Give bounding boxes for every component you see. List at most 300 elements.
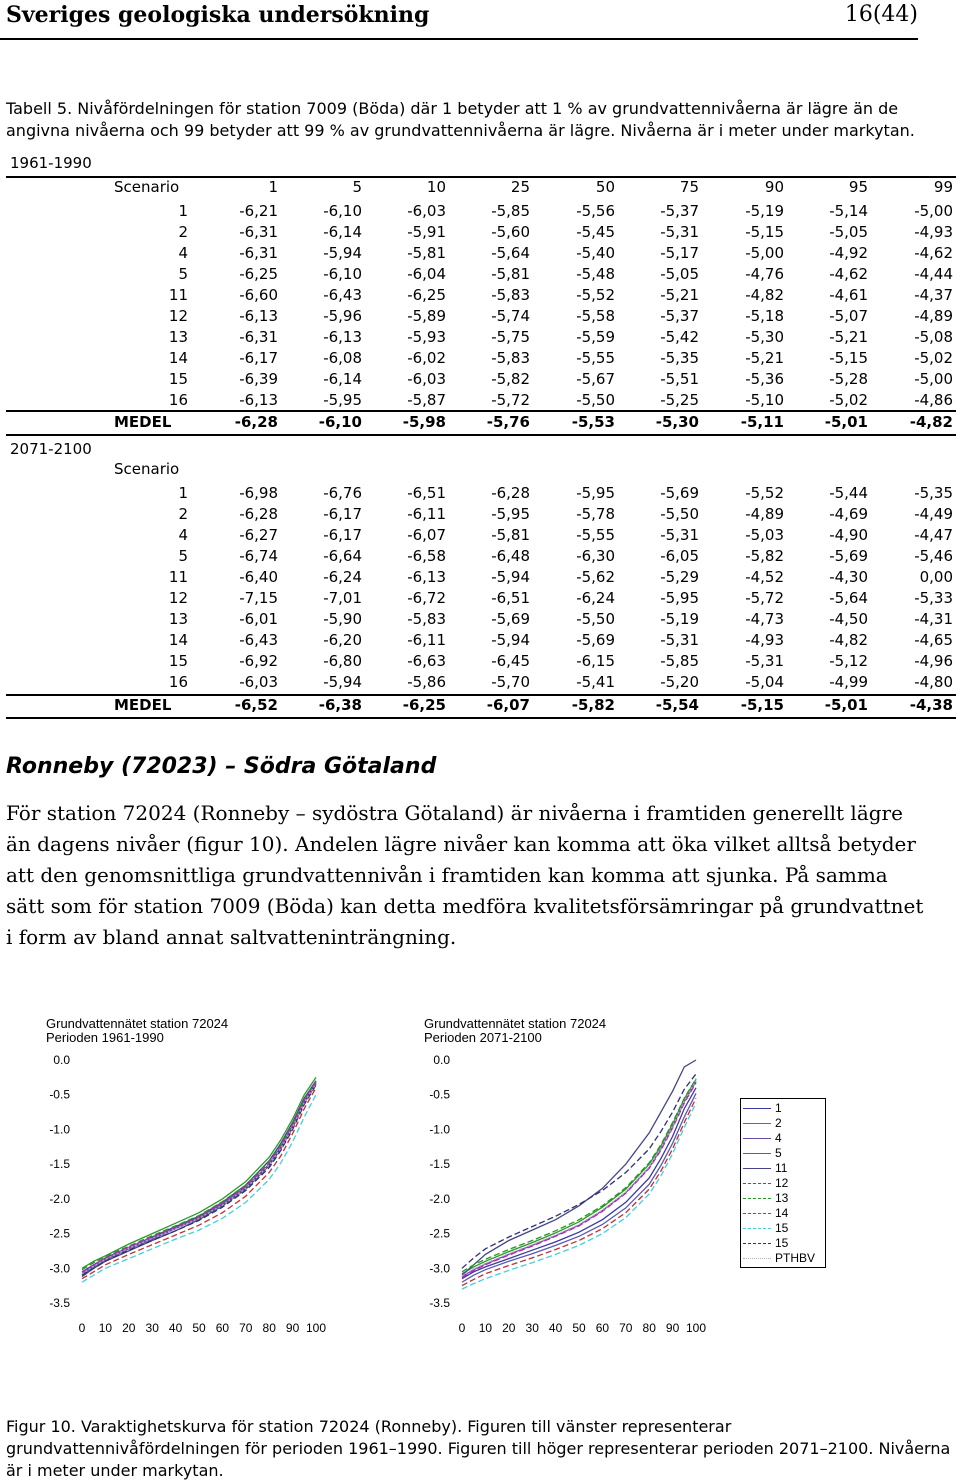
table-cell: -6,28	[239, 505, 278, 523]
table-cell: -5,40	[576, 244, 615, 262]
table-cell: -5,95	[323, 391, 362, 409]
row-label: 11	[168, 286, 188, 304]
table-cell: -5,53	[571, 413, 615, 431]
table-cell: -5,51	[660, 370, 699, 388]
table-cell: -5,17	[660, 244, 699, 262]
table-cell: -4,76	[745, 265, 784, 283]
x-tick-label: 90	[665, 1321, 680, 1335]
table-cell: -4,89	[745, 505, 784, 523]
series-line-2	[82, 1077, 316, 1268]
x-tick-label: 0	[78, 1321, 86, 1335]
y-tick-label: -1.5	[49, 1157, 70, 1172]
table-cell: -6,10	[323, 265, 362, 283]
table-cell: -6,07	[407, 526, 446, 544]
table-cell: -6,31	[239, 244, 278, 262]
legend-label: 5	[775, 1146, 782, 1160]
table-cell: -6,17	[323, 505, 362, 523]
table-cell: -6,05	[660, 547, 699, 565]
table-cell: -5,18	[745, 307, 784, 325]
table-cell: -5,83	[491, 286, 530, 304]
table-row	[108, 589, 958, 610]
table-cell: -6,13	[323, 328, 362, 346]
table-cell: -4,44	[914, 265, 953, 283]
series-line-13	[82, 1081, 316, 1270]
legend-label: PTHBV	[775, 1251, 816, 1265]
table-cell: -5,90	[323, 610, 362, 628]
table-row	[108, 610, 958, 631]
table-cell: -4,93	[745, 631, 784, 649]
table-cell: -5,96	[323, 307, 362, 325]
table-cell: -5,01	[824, 413, 868, 431]
table-row	[108, 370, 958, 391]
chart-left-title-line2: Perioden 1961-1990	[46, 1030, 164, 1045]
legend-swatch	[743, 1108, 771, 1109]
legend-label: 15	[775, 1236, 789, 1250]
row-label: 1	[178, 202, 188, 220]
table-cell: -5,08	[914, 328, 953, 346]
table-cell: -6,25	[239, 265, 278, 283]
table-cell: -5,82	[491, 370, 530, 388]
table-cell: -5,74	[491, 307, 530, 325]
section-title: Ronneby (72023) – Södra Götaland	[6, 754, 437, 779]
table-cell: -5,69	[491, 610, 530, 628]
table-cell: -5,59	[576, 328, 615, 346]
table-cell: -4,82	[829, 631, 868, 649]
chart-left-title	[46, 1017, 228, 1045]
table-cell: -5,60	[491, 223, 530, 241]
table-cell: -4,92	[829, 244, 868, 262]
table-cell: -5,56	[576, 202, 615, 220]
legend-swatch	[743, 1228, 771, 1229]
y-tick-label: -2.5	[429, 1226, 450, 1241]
table-row	[108, 286, 958, 307]
table-cell: -5,62	[576, 568, 615, 586]
table-cell: -5,02	[914, 349, 953, 367]
y-tick-label: -0.5	[49, 1087, 70, 1102]
table-cell: -4,99	[829, 673, 868, 691]
legend-swatch	[743, 1258, 771, 1259]
table-cell: -4,69	[829, 505, 868, 523]
table-cell: -5,94	[323, 673, 362, 691]
series-line-2	[462, 1079, 696, 1273]
table-cell: -4,61	[829, 286, 868, 304]
legend-label: 2	[775, 1116, 782, 1130]
legend-swatch	[743, 1183, 771, 1184]
chart-left-title-line1: Grundvattennätet station 72024	[46, 1016, 229, 1031]
y-tick-label: -1.0	[49, 1122, 70, 1137]
y-tick-label: -3.5	[429, 1296, 450, 1310]
table-cell: -4,86	[914, 391, 953, 409]
row-label: 14	[168, 349, 188, 367]
table-cell: -4,47	[914, 526, 953, 544]
series-line-12	[462, 1098, 696, 1285]
x-tick-label: 60	[595, 1321, 610, 1335]
y-tick-label: 0.0	[433, 1053, 450, 1067]
legend-swatch	[743, 1168, 771, 1169]
table-cell: -6,38	[318, 696, 362, 714]
x-tick-label: 70	[619, 1321, 633, 1335]
table-cell: -5,35	[914, 484, 953, 502]
table-cell: -6,25	[407, 286, 446, 304]
table-cell: -6,64	[323, 547, 362, 565]
figure-caption: Figur 10. Varaktighetskurva för station 72024 (Ronneby). Figuren till vänster representerar grundvattennivåfördelningen för perioden 1961–1990. Figuren till höger representerar perioden 2071–2100. Nivåerna är i meter under markytan.	[6, 1417, 951, 1480]
table-cell: -5,64	[829, 589, 868, 607]
table-cell: -5,50	[576, 391, 615, 409]
legend-swatch	[743, 1198, 771, 1199]
table-cell: -6,20	[323, 631, 362, 649]
row-label: 5	[178, 265, 188, 283]
table-cell: -5,85	[491, 202, 530, 220]
row-label: 15	[168, 370, 188, 388]
table-cell: -5,95	[660, 589, 699, 607]
table-row	[108, 223, 958, 244]
column-header: 75	[679, 178, 699, 196]
table-cell: -5,37	[660, 202, 699, 220]
table-cell: -5,05	[829, 223, 868, 241]
table-cell: -5,37	[660, 307, 699, 325]
table-row	[108, 244, 958, 265]
table-cell: -5,75	[491, 328, 530, 346]
table-cell: -6,98	[239, 484, 278, 502]
table-cell: -5,28	[829, 370, 868, 388]
table-cell: -5,31	[660, 526, 699, 544]
table-cell: -5,00	[745, 244, 784, 262]
table-cell: -6,08	[323, 349, 362, 367]
table-cell: -5,20	[660, 673, 699, 691]
table-cell: -6,11	[407, 505, 446, 523]
column-header: 50	[595, 178, 615, 196]
table-cell: -5,00	[914, 370, 953, 388]
table-cell: -5,83	[491, 349, 530, 367]
table-cell: -5,81	[491, 265, 530, 283]
row-label: MEDEL	[114, 696, 172, 714]
chart-right-title-line1: Grundvattennätet station 72024	[424, 1016, 607, 1031]
series-line-14	[82, 1082, 316, 1273]
table-cell: -5,81	[491, 526, 530, 544]
table-cell: -6,39	[239, 370, 278, 388]
chart-right-title-line2: Perioden 2071-2100	[424, 1030, 542, 1045]
table-cell: -5,05	[660, 265, 699, 283]
table-cell: -5,04	[745, 673, 784, 691]
row-label: 2	[178, 505, 188, 523]
x-tick-label: 30	[525, 1321, 539, 1335]
table-cell: -4,38	[909, 696, 953, 714]
row-label: 13	[168, 328, 188, 346]
table-cell: -5,54	[655, 696, 699, 714]
table-cell: -5,42	[660, 328, 699, 346]
x-tick-label: 80	[262, 1321, 276, 1335]
table-cell: -5,95	[576, 484, 615, 502]
table-row	[108, 349, 958, 370]
table-cell: -4,93	[914, 223, 953, 241]
table-row	[108, 265, 958, 286]
row-label: 2	[178, 223, 188, 241]
table-row	[108, 631, 958, 652]
legend-swatch	[743, 1138, 771, 1139]
table-cell: -6,92	[239, 652, 278, 670]
table-cell: -5,31	[660, 631, 699, 649]
table-row	[108, 547, 958, 568]
legend-swatch	[743, 1153, 771, 1154]
x-tick-label: 50	[572, 1321, 586, 1335]
table-caption: Tabell 5. Nivåfördelningen för station 7009 (Böda) där 1 betyder att 1 % av grundvattennivåerna är lägre än de angivna nivåerna och 99 betyder att 99 % av grundvattennivåerna är lägre. Nivåerna är i meter under markytan.	[6, 99, 915, 140]
duration-curve-chart-2071-2100	[380, 1050, 760, 1350]
table-cell: -5,45	[576, 223, 615, 241]
table-cell: -6,04	[407, 265, 446, 283]
y-tick-label: -3.0	[49, 1261, 70, 1276]
series-line-pthbv	[82, 1084, 316, 1274]
table-cell: -4,65	[914, 631, 953, 649]
table-cell: -5,44	[829, 484, 868, 502]
x-tick-label: 80	[642, 1321, 656, 1335]
table-cell: -5,69	[576, 631, 615, 649]
column-header: 10	[426, 178, 446, 196]
table-cell: -5,25	[660, 391, 699, 409]
table-cell: -4,80	[914, 673, 953, 691]
duration-curve-chart-1961-1990	[0, 1050, 380, 1350]
table-cell: -5,91	[407, 223, 446, 241]
table-cell: -6,43	[323, 286, 362, 304]
table-cell: -5,02	[829, 391, 868, 409]
row-label: 5	[178, 547, 188, 565]
legend-label: 14	[775, 1206, 789, 1220]
table-cell: -4,82	[745, 286, 784, 304]
row-label: 13	[168, 610, 188, 628]
y-tick-label: -0.5	[429, 1087, 450, 1102]
table-cell: -5,01	[824, 696, 868, 714]
table-cell: -5,76	[486, 413, 530, 431]
y-tick-label: -1.5	[429, 1157, 450, 1172]
table-cell: -6,74	[239, 547, 278, 565]
table-cell: -5,30	[655, 413, 699, 431]
table-header-row-2	[108, 460, 958, 481]
y-tick-label: -2.0	[429, 1191, 450, 1206]
table-cell: -6,43	[239, 631, 278, 649]
medel-row	[108, 413, 958, 434]
table-cell: -5,19	[660, 610, 699, 628]
medel-row	[108, 696, 958, 717]
table-cell: -5,31	[660, 223, 699, 241]
table-cell: -5,03	[745, 526, 784, 544]
table-cell: -6,52	[234, 696, 278, 714]
row-label: 12	[168, 307, 188, 325]
x-tick-label: 20	[502, 1321, 516, 1335]
table-cell: -6,24	[323, 568, 362, 586]
table-cell: -4,30	[829, 568, 868, 586]
table-cell: -5,11	[740, 413, 784, 431]
table-row	[108, 484, 958, 505]
table-cell: -5,48	[576, 265, 615, 283]
table-cell: -6,03	[407, 370, 446, 388]
table-row	[108, 526, 958, 547]
table-cell: -5,14	[829, 202, 868, 220]
table-cell: -4,89	[914, 307, 953, 325]
table-cell: -4,49	[914, 505, 953, 523]
table-cell: -6,10	[318, 413, 362, 431]
legend-label: 4	[775, 1131, 782, 1145]
page-number: 16(44)	[844, 2, 918, 27]
table-cell: -5,33	[914, 589, 953, 607]
series-line-pthbv	[462, 1081, 696, 1276]
period-label-2071-2100: 2071-2100	[10, 440, 92, 458]
table-cell: -5,29	[660, 568, 699, 586]
table-cell: -5,95	[491, 505, 530, 523]
x-tick-label: 50	[192, 1321, 206, 1335]
table-cell: -5,69	[660, 484, 699, 502]
x-tick-label: 100	[685, 1321, 707, 1335]
table-cell: -5,89	[407, 307, 446, 325]
table-cell: -6,07	[486, 696, 530, 714]
table-cell: -6,31	[239, 223, 278, 241]
table-cell: -5,00	[914, 202, 953, 220]
column-header: 95	[848, 178, 868, 196]
row-label: 12	[168, 589, 188, 607]
row-label: 4	[178, 244, 188, 262]
table-cell: -5,94	[491, 631, 530, 649]
table-cell: -5,86	[407, 673, 446, 691]
table-cell: -5,78	[576, 505, 615, 523]
table-cell: -5,55	[576, 526, 615, 544]
table-cell: -5,46	[914, 547, 953, 565]
table-cell: -6,14	[323, 370, 362, 388]
table-cell: -4,82	[909, 413, 953, 431]
row-label: 16	[168, 673, 188, 691]
table-cell: -6,48	[491, 547, 530, 565]
table-cell: -5,87	[407, 391, 446, 409]
table-cell: -5,12	[829, 652, 868, 670]
table-cell: -5,35	[660, 349, 699, 367]
table-cell: -5,67	[576, 370, 615, 388]
table-cell: -6,03	[239, 673, 278, 691]
table-cell: -5,72	[491, 391, 530, 409]
table-cell: -7,01	[323, 589, 362, 607]
table-header-row	[108, 178, 958, 199]
table-cell: -6,28	[491, 484, 530, 502]
y-tick-label: -2.5	[49, 1226, 70, 1241]
table-cell: -5,50	[660, 505, 699, 523]
chart-legend	[740, 1098, 826, 1268]
table-cell: -6,27	[239, 526, 278, 544]
y-tick-label: -1.0	[429, 1122, 450, 1137]
table-row	[108, 652, 958, 673]
series-line-1	[82, 1081, 316, 1272]
table-cell: -6,14	[323, 223, 362, 241]
scenario-header: Scenario	[114, 178, 180, 196]
table-cell: -5,15	[829, 349, 868, 367]
row-label: 11	[168, 568, 188, 586]
table-cell: -6,40	[239, 568, 278, 586]
table-row	[108, 202, 958, 223]
column-header: 25	[510, 178, 530, 196]
table-cell: -5,52	[745, 484, 784, 502]
row-label: 16	[168, 391, 188, 409]
column-header: 1	[268, 178, 278, 196]
x-tick-label: 20	[122, 1321, 136, 1335]
row-label: 15	[168, 652, 188, 670]
table-cell: -5,81	[407, 244, 446, 262]
document-header-org: Sveriges geologiska undersökning	[6, 2, 430, 28]
table-cell: -5,94	[491, 568, 530, 586]
series-line-5	[82, 1083, 316, 1274]
table-cell: -4,52	[745, 568, 784, 586]
table-cell: -6,10	[323, 202, 362, 220]
table-cell: -6,45	[491, 652, 530, 670]
table-cell: -5,70	[491, 673, 530, 691]
table-cell: -6,13	[407, 568, 446, 586]
table-cell: -5,21	[829, 328, 868, 346]
legend-swatch	[743, 1123, 771, 1124]
series-line-11	[82, 1082, 316, 1276]
table-cell: -5,85	[660, 652, 699, 670]
table-cell: -5,10	[745, 391, 784, 409]
x-tick-label: 70	[239, 1321, 253, 1335]
table-cell: -5,07	[829, 307, 868, 325]
table-cell: -5,31	[745, 652, 784, 670]
table-cell: -4,73	[745, 610, 784, 628]
table-cell: -6,80	[323, 652, 362, 670]
table-cell: -5,41	[576, 673, 615, 691]
table-cell: -6,76	[323, 484, 362, 502]
table-cell: -5,93	[407, 328, 446, 346]
table-cell: -5,21	[745, 349, 784, 367]
row-label: MEDEL	[114, 413, 172, 431]
table-cell: -6,25	[402, 696, 446, 714]
table-cell: -5,98	[402, 413, 446, 431]
table-cell: -6,01	[239, 610, 278, 628]
table-cell: -6,21	[239, 202, 278, 220]
legend-label: 1	[775, 1101, 782, 1115]
table-cell: -4,50	[829, 610, 868, 628]
period-label-1961-1990: 1961-1990	[10, 154, 92, 172]
table-cell: -6,31	[239, 328, 278, 346]
table-cell: -5,64	[491, 244, 530, 262]
table-cell: -5,30	[745, 328, 784, 346]
table-cell: -5,21	[660, 286, 699, 304]
table-cell: -5,19	[745, 202, 784, 220]
table-cell: -6,13	[239, 391, 278, 409]
column-header: 90	[764, 178, 784, 196]
table-row	[108, 328, 958, 349]
table-cell: -6,60	[239, 286, 278, 304]
table-cell: -6,17	[323, 526, 362, 544]
legend-swatch	[743, 1243, 771, 1244]
x-tick-label: 10	[98, 1321, 113, 1335]
table-row	[108, 673, 958, 694]
legend-swatch	[743, 1213, 771, 1214]
table-cell: -6,63	[407, 652, 446, 670]
table-cell: -4,62	[914, 244, 953, 262]
table-cell: -5,36	[745, 370, 784, 388]
table-cell: -4,62	[829, 265, 868, 283]
legend-label: 12	[775, 1176, 789, 1190]
table-cell: -5,69	[829, 547, 868, 565]
y-tick-label: -3.5	[49, 1296, 70, 1310]
x-tick-label: 100	[305, 1321, 327, 1335]
series-line-15	[82, 1085, 316, 1275]
x-tick-label: 0	[458, 1321, 466, 1335]
table-cell: -4,90	[829, 526, 868, 544]
table-cell: -5,72	[745, 589, 784, 607]
table-cell: -5,82	[571, 696, 615, 714]
y-tick-label: 0.0	[53, 1053, 70, 1067]
legend-label: 11	[775, 1161, 788, 1175]
x-tick-label: 30	[145, 1321, 159, 1335]
table-row	[108, 505, 958, 526]
y-tick-label: -3.0	[429, 1261, 450, 1276]
x-tick-label: 10	[478, 1321, 493, 1335]
body-paragraph: För station 72024 (Ronneby – sydöstra Götaland) är nivåerna i framtiden generellt lägre än dagens nivåer (figur 10). Andelen lägre nivåer kan komma att öka vilket alltså betyder att den genomsnittliga grundvattennivån i framtiden kan komma att sjunka. På samma sätt som för station 7009 (Böda) kan detta medföra kvalitetsförsämringar på grundvattnet i form av bland annat saltvatteninträngning.	[6, 801, 924, 949]
table-cell: -5,58	[576, 307, 615, 325]
